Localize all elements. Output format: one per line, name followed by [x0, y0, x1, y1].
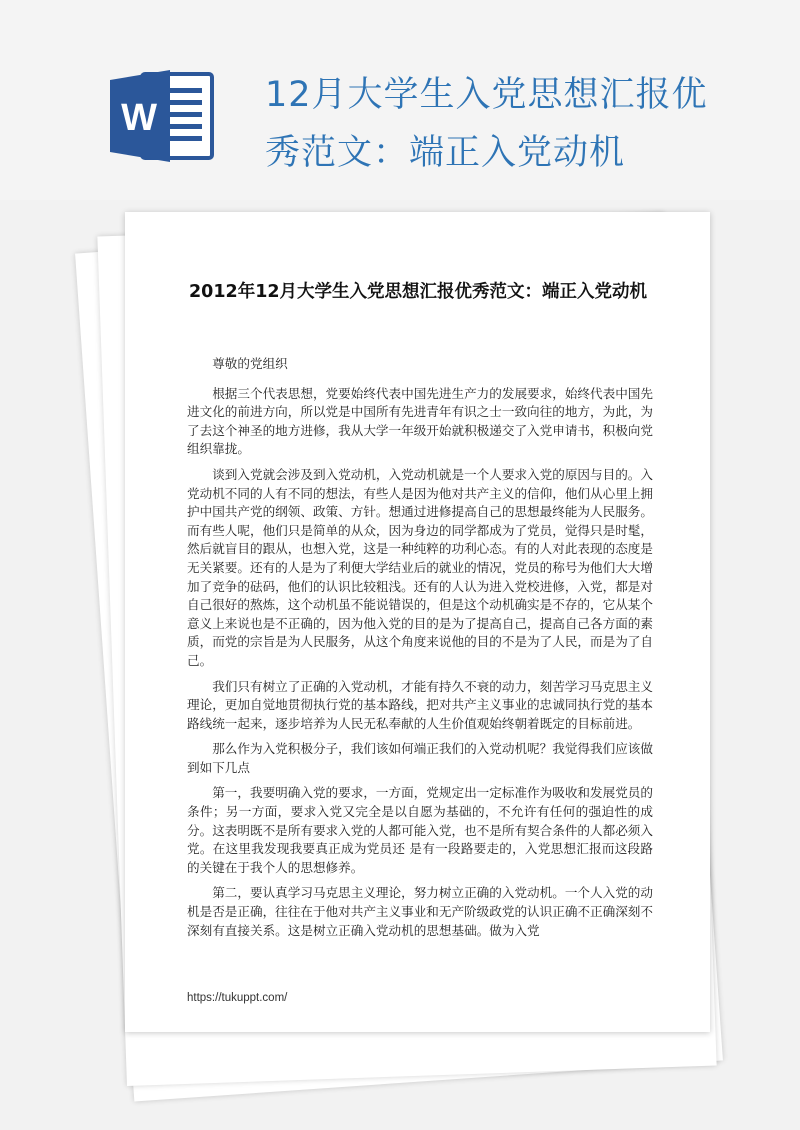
- header-title: [265, 66, 765, 182]
- header-title-line1: 12月大学生入党思想汇报优: [265, 75, 708, 115]
- paragraph: 根据三个代表思想，党要始终代表中国先进生产力的发展要求，始终代表中国先进文化的前进方向，所以党是中国所有先进青年有识之士一致向往的地方，为此，为了去这个神圣的地方进修，我从大学一年级开始就积极递交了入党申请书，积极向党组织靠拢。: [187, 385, 653, 457]
- paragraph: 第二，要认真学习马克思主义理论，努力树立正确的入党动机。一个人入党的动机是否是正确，往往在于他对共产主义事业和无产阶级政党的认识正确不正确深刻不深刻有直接关系。这是树立正确入党动机的思想基础。做为入党: [187, 885, 653, 938]
- svg-text:W: W: [121, 97, 157, 139]
- header-banner: [0, 0, 800, 200]
- paragraph: 我们只有树立了正确的入党动机，才能有持久不衰的动力，刻苦学习马克思主义理论，更加自觉地贯彻执行党的基本路线，把对共产主义事业的忠诚同执行党的基本路线统一起来，逐步培养为人民无私奉献的人生价值观始终朝着既定的目标前进。: [187, 678, 653, 731]
- word-document-icon: [108, 66, 220, 166]
- document-title: 2012年12月大学生入党思想汇报优秀范文：端正入党动机: [189, 282, 648, 302]
- footer-url: https://tukuppt.com/: [187, 992, 288, 1004]
- paragraph: 那么作为入党积极分子，我们该如何端正我们的入党动机呢？我觉得我们应该做到如下几点: [187, 741, 653, 775]
- document-body: [187, 355, 653, 947]
- salutation: 尊敬的党组织: [212, 356, 288, 371]
- document-page: [125, 212, 710, 1032]
- paragraph: 谈到入党就会涉及到入党动机，入党动机就是一个人要求入党的原因与目的。入党动机不同的人有不同的想法，有些人是因为他对共产主义的信仰，他们从心里上拥护中国共产党的纲领、政策、方针。想通过进修提高自己的思想最终能为人民服务。而有些人呢，他们只是简单的从众，因为身边的同学都成为了党员，觉得只是时髦，然后就盲目的跟从，也想入党，这是一种纯粹的功利心态。有的人对此表现的态度是无关紧要。还有的人是为了利便大学结业后的就业的情况，党员的称号为他们大大增加了竞争的砝码，他们的认识比较粗浅。还有的人认为进入党校进修，入党，都是对自己很好的熬炼，这个动机虽不能说错误的，但是这个动机确实是不存的，它从某个意义上来说也是不正确的，因为他入党的目的是为了提高自己，提高自己各方面的素质，而党的宗旨是为人民服务，从这个角度来说他的目的不是为了人民，而是为了自己。: [187, 466, 653, 668]
- header-title-line2: 秀范文：端正入党动机: [265, 133, 626, 173]
- paragraph: 第一，我要明确入党的要求，一方面，党规定出一定标准作为吸收和发展党员的条件；另一方面，要求入党又完全是以自愿为基础的，不允许有任何的强迫性的成分。这表明既不是所有要求入党的人都可能入党，也不是所有契合条件的人都必须入党。在这里我发现我要真正成为党员还 是有一段路要走的，入党思想汇报而这段路的关键在于我个人的思想修养。: [187, 785, 653, 875]
